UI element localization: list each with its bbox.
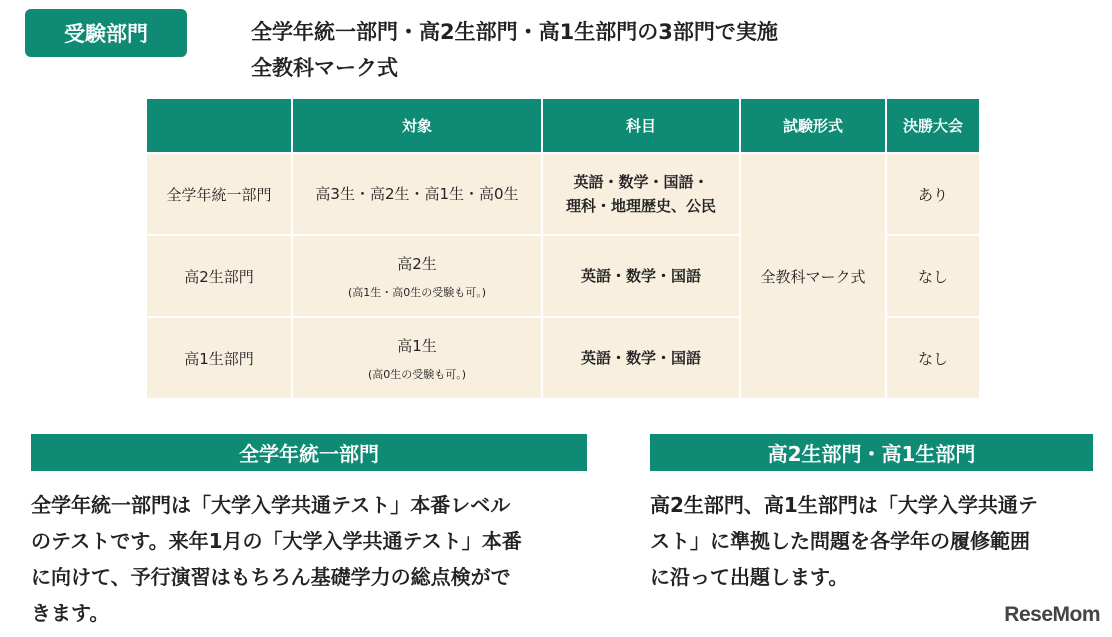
left-section-text — [31, 487, 591, 631]
subjects-line-2: 理科・地理歴史、公民 — [565, 197, 716, 215]
header-cell-blank — [146, 98, 292, 153]
right-line-1: 高2生部門、高1生部門は「大学入学共通テ — [650, 493, 1038, 517]
table-header-row — [146, 98, 980, 153]
subjects-line-1: 英語・数学・国語 — [580, 349, 701, 367]
section-badge — [25, 9, 187, 57]
header-line-1: 全学年統一部門・高2生部門・高1生部門の3部門で実施 — [251, 20, 778, 44]
left-section-title-text: 全学年統一部門 — [239, 442, 379, 466]
format-cell: 全教科マーク式 — [740, 153, 886, 399]
target-note: (高0生の受験も可。) — [367, 368, 467, 381]
right-line-2: スト」に準拠した問題を各学年の履修範囲 — [650, 529, 1030, 553]
target-cell — [292, 153, 542, 235]
final-cell: あり — [886, 153, 980, 235]
target-note: (高1生・高0生の受験も可。) — [347, 286, 487, 299]
left-line-4: きます。 — [31, 601, 110, 625]
header-cell-target: 対象 — [292, 98, 542, 153]
final-cell: なし — [886, 317, 980, 399]
target-text: 高3生・高2生・高1生・高0生 — [315, 185, 519, 203]
header-text — [251, 14, 778, 86]
left-line-2: のテストです。来年1月の「大学入学共通テスト」本番 — [31, 529, 522, 553]
division-cell: 高1生部門 — [146, 317, 292, 399]
resemom-logo: ReseMom — [1004, 603, 1100, 626]
division-cell: 高2生部門 — [146, 235, 292, 317]
subjects-cell — [542, 235, 740, 317]
subjects-cell — [542, 153, 740, 235]
badge-label: 受験部門 — [64, 22, 148, 46]
table-row — [146, 153, 980, 235]
final-cell: なし — [886, 235, 980, 317]
target-text: 高1生 — [397, 337, 437, 355]
header-cell-subjects: 科目 — [542, 98, 740, 153]
header-cell-format: 試験形式 — [740, 98, 886, 153]
left-section-title — [31, 434, 587, 471]
division-cell: 全学年統一部門 — [146, 153, 292, 235]
right-section-text — [650, 487, 1095, 595]
subjects-cell — [542, 317, 740, 399]
header-line-2: 全教科マーク式 — [251, 56, 398, 80]
left-line-3: に向けて、予行演習はもちろん基礎学力の総点検がで — [31, 565, 511, 589]
subjects-line-1: 英語・数学・国語 — [580, 267, 701, 285]
right-section-title-text: 高2生部門・高1生部門 — [767, 442, 976, 466]
right-line-3: に沿って出題します。 — [650, 565, 849, 589]
right-section-title — [650, 434, 1093, 471]
subjects-line-1: 英語・数学・国語・ — [573, 173, 709, 191]
target-cell — [292, 235, 542, 317]
header-cell-final: 決勝大会 — [886, 98, 980, 153]
left-line-1: 全学年統一部門は「大学入学共通テスト」本番レベル — [31, 493, 511, 517]
division-table — [145, 97, 981, 400]
target-text: 高2生 — [397, 255, 437, 273]
target-cell — [292, 317, 542, 399]
